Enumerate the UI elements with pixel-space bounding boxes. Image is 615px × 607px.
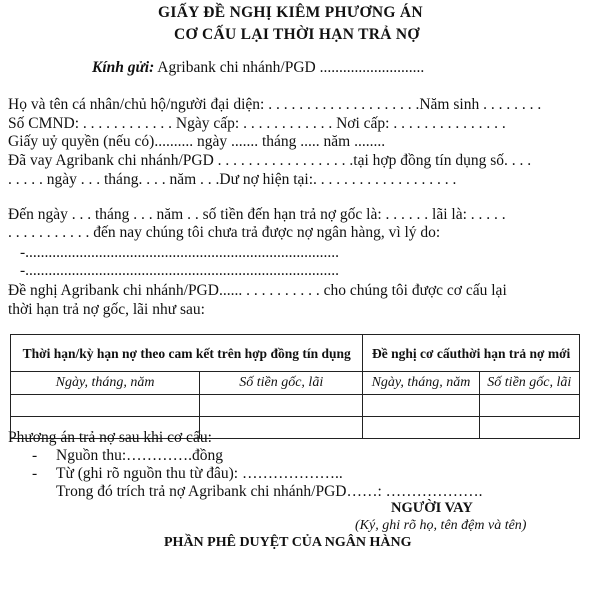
table-row — [11, 395, 580, 417]
plan-item-repayment: Trong đó trích trả nợ Agribank chi nhánh/PGD……: ………………. — [56, 483, 483, 500]
table-header-current-terms: Thời hạn/kỳ hạn nợ theo cam kết trên hợp đồng tín dụng — [11, 335, 363, 372]
table-subheader-amount-proposed: Số tiền gốc, lãi — [479, 372, 579, 395]
due-line-2: . . . . . . . . . . . đến nay chúng tôi chưa trả được nợ ngân hàng, vì lý do: — [8, 224, 441, 241]
request-line-2: thời hạn trả nợ gốc, lãi như sau: — [8, 301, 205, 318]
reason-line-1: -................................................................................. — [20, 244, 340, 261]
table-subheader-amount-current: Số tiền gốc, lãi — [200, 372, 363, 395]
field-name-line: Họ và tên cá nhân/chủ hộ/người đại diện: . . . . . . . . . . . . . . . . . . . .Năm sinh . . . . . . . . — [8, 96, 542, 113]
plan-bullet: - — [32, 447, 38, 464]
table-subheader-date-current: Ngày, tháng, năm — [11, 372, 200, 395]
title-line-1: GIẤY ĐỀ NGHỊ KIÊM PHƯƠNG ÁN — [158, 4, 423, 21]
table-subheader-date-proposed: Ngày, tháng, năm — [363, 372, 479, 395]
plan-bullet: - — [32, 465, 38, 482]
approval-heading: PHẦN PHÊ DUYỆT CỦA NGÂN HÀNG — [164, 535, 412, 550]
plan-label: Phương án trả nợ sau khi cơ cấu: — [8, 429, 212, 446]
reason-line-2: -................................................................................. — [20, 262, 340, 279]
recipient — [92, 59, 424, 77]
field-authorization-line: Giấy uỷ quyền (nếu có).......... ngày ....... tháng ..... năm ........ — [8, 133, 386, 150]
plan-item-source: Từ (ghi rõ nguồn thu từ đâu): ……………….. — [56, 465, 343, 482]
request-line-1: Đề nghị Agribank chi nhánh/PGD...... . . . . . . . . . . cho chúng tôi được cơ cấu lại — [8, 282, 507, 299]
title-line-2: CƠ CẤU LẠI THỜI HẠN TRẢ NỢ — [174, 26, 420, 43]
recipient-label: Kính gửi: — [92, 59, 155, 76]
plan-item-income: Nguồn thu:………….đồng — [56, 447, 224, 464]
due-line-1: Đến ngày . . . tháng . . . năm . . số tiền đến hạn trả nợ gốc là: . . . . . . lãi là: . . . . . — [8, 206, 506, 223]
field-id-line: Số CMND: . . . . . . . . . . . . Ngày cấp: . . . . . . . . . . . . Nơi cấp: . . . . . . . . . . . . . . . — [8, 115, 506, 132]
field-balance-line: . . . . . ngày . . . tháng. . . . năm . . .Dư nợ hiện tại:. . . . . . . . . . . . . . . . . . . — [8, 171, 457, 188]
field-loan-line: Đã vay Agribank chi nhánh/PGD . . . . . . . . . . . . . . . . . .tại hợp đồng tín dụng số. . . . — [8, 152, 532, 169]
table-header-proposed-terms: Đề nghị cơ cấuthời hạn trả nợ mới — [363, 335, 580, 372]
schedule-table — [10, 334, 580, 439]
recipient-value: Agribank chi nhánh/PGD ........................... — [157, 59, 425, 76]
signature-title: NGƯỜI VAY — [391, 500, 473, 516]
signature-note: (Ký, ghi rõ họ, tên đệm và tên) — [355, 518, 527, 533]
